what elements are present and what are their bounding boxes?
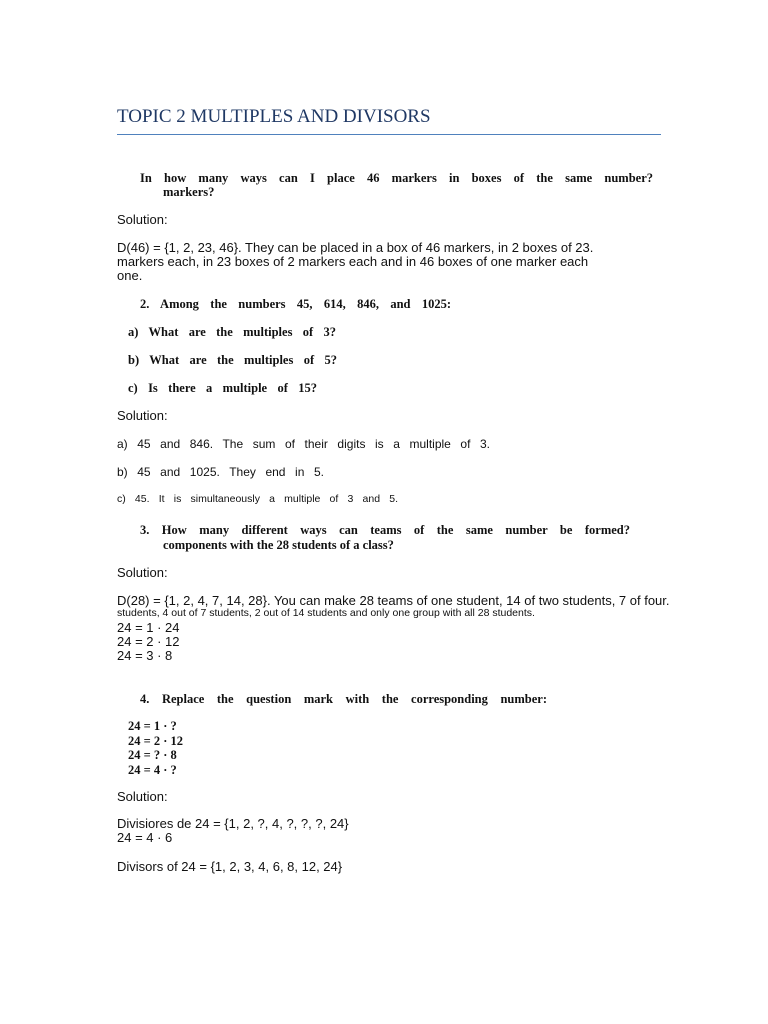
question-2c: c) Is there a multiple of 15?	[128, 381, 317, 395]
answer-3-equation-2: 24 = 2 · 12	[117, 634, 180, 649]
answer-1	[117, 241, 593, 283]
solution-3-label: Solution:	[117, 565, 168, 580]
question-1-line-2: markers?	[163, 185, 215, 199]
answer-2c: c) 45. It is simultaneously a multiple of 3 and 5.	[117, 493, 398, 505]
answer-3-line-1: D(28) = {1, 2, 4, 7, 14, 28}. You can make 28 teams of one student, 14 of two students, 7 of four.	[117, 593, 670, 608]
answer-3-equations	[117, 621, 180, 663]
question-4-equation-4: 24 = 4 · ?	[128, 762, 177, 777]
question-4-stem: 4. Replace the question mark with the corresponding number:	[140, 692, 547, 706]
question-1-line-1: In how many ways can I place 46 markers in boxes of the same number?	[140, 171, 653, 185]
answer-1-line-2: markers each, in 23 boxes of 2 markers each and in 46 boxes of one marker each	[117, 254, 589, 269]
question-4-equation-2: 24 = 2 · 12	[128, 733, 184, 748]
answer-2b: b) 45 and 1025. They end in 5.	[117, 465, 324, 479]
answer-4	[117, 817, 349, 845]
question-2-stem: 2. Among the numbers 45, 614, 846, and 1025:	[140, 297, 451, 311]
question-4-equations	[128, 719, 183, 777]
answer-1-line-3: one.	[117, 268, 143, 283]
answer-2a: a) 45 and 846. The sum of their digits is a multiple of 3.	[117, 437, 490, 451]
answer-4-line-1: Divisiores de 24 = {1, 2, ?, 4, ?, ?, ?, 24}	[117, 816, 349, 831]
page-title: TOPIC 2 MULTIPLES AND DIVISORS	[117, 106, 661, 135]
question-4-equation-1: 24 = 1 · ?	[128, 719, 177, 733]
answer-3-line-2: students, 4 out of 7 students, 2 out of 14 students and only one group with all 28 students.	[117, 607, 535, 619]
answer-3-equation-1: 24 = 1 · 24	[117, 620, 180, 635]
question-3-line-2: components with the 28 students of a class?	[163, 538, 394, 552]
question-2a: a) What are the multiples of 3?	[128, 325, 336, 339]
solution-1-label: Solution:	[117, 212, 168, 227]
answer-3-equation-3: 24 = 3 · 8	[117, 648, 173, 663]
question-2b: b) What are the multiples of 5?	[128, 353, 337, 367]
answer-4-line-2: 24 = 4 · 6	[117, 830, 173, 845]
solution-4-label: Solution:	[117, 789, 168, 804]
question-4-equation-3: 24 = ? · 8	[128, 748, 177, 762]
answer-4-line-3: Divisors of 24 = {1, 2, 3, 4, 6, 8, 12, 24}	[117, 859, 343, 874]
answer-1-line-1: D(46) = {1, 2, 23, 46}. They can be placed in a box of 46 markers, in 2 boxes of 23.	[117, 240, 594, 255]
solution-2-label: Solution:	[117, 408, 168, 423]
question-3-line-1: 3. How many different ways can teams of the same number be formed?	[140, 523, 630, 537]
